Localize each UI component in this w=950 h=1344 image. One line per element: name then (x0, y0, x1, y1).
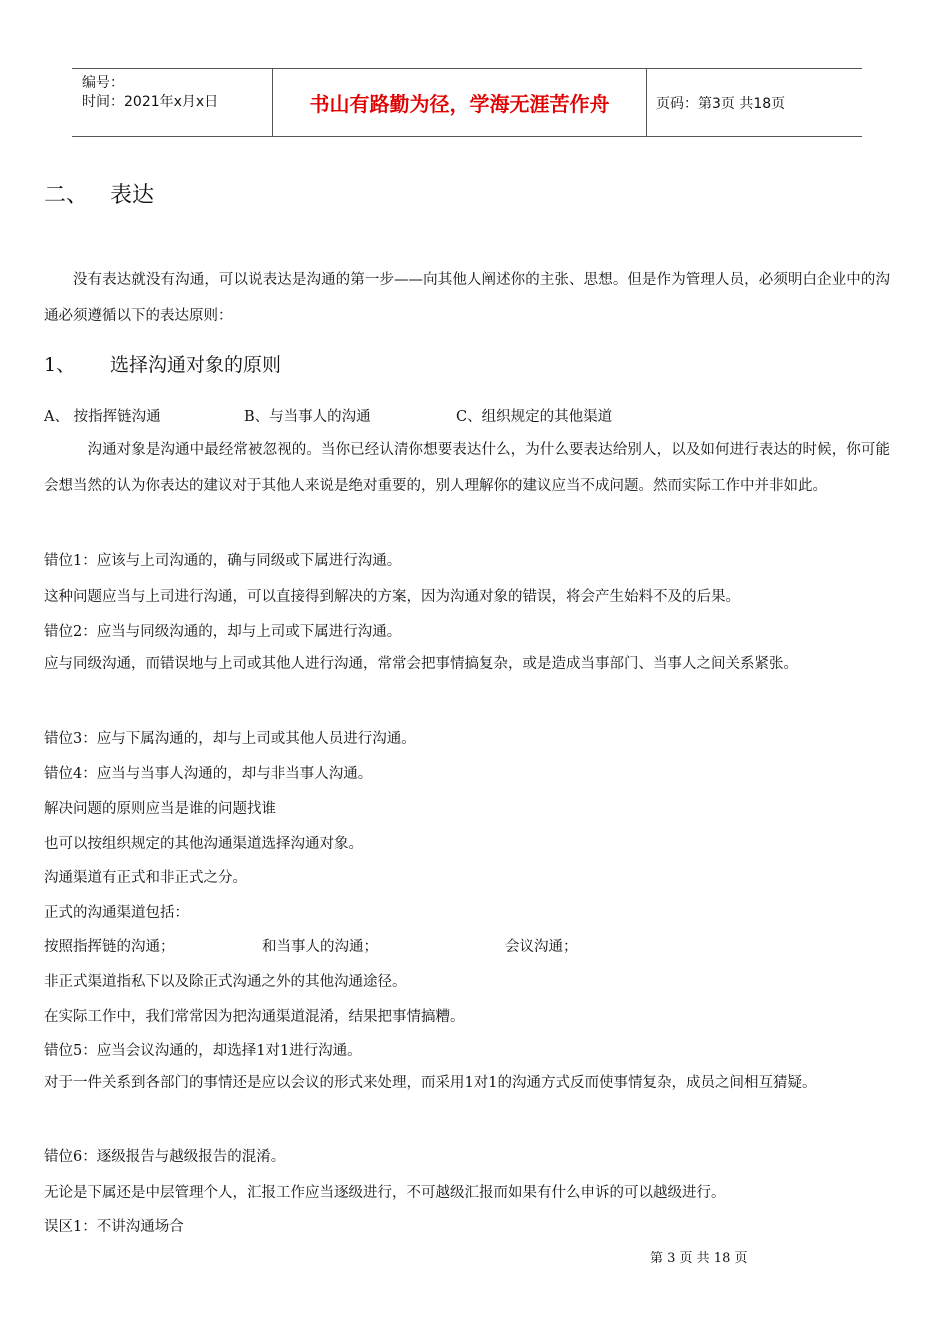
error-3: 错位3：应与下属沟通的，却与上司或其他人员进行沟通。 (44, 731, 416, 747)
error-2: 错位2：应当与同级沟通的，却与上司或下属进行沟通。 (44, 624, 402, 640)
formal-channel-c: 会议沟通； (505, 939, 578, 955)
option-a: A、 按指挥链沟通 (44, 409, 161, 425)
error-4: 错位4：应当与当事人沟通的，却与非当事人沟通。 (44, 766, 373, 782)
intro-paragraph: 没有表达就没有沟通，可以说表达是沟通的第一步——向其他人阐述你的主张、思想。但是作为管理人员，必须明白企业中的沟通必须遵循以下的表达原则： (44, 272, 890, 324)
section-heading (44, 178, 155, 209)
practice-line: 在实际工作中，我们常常因为把沟通渠道混淆，结果把事情搞糟。 (44, 1009, 465, 1025)
header-motto: 书山有路勤为径，学海无涯苦作舟 (273, 69, 647, 136)
page-footer: 第 3 页 共 18 页 (650, 1251, 748, 1266)
document-number-label: 编号： (82, 75, 124, 91)
option-c: C、组织规定的其他渠道 (456, 409, 613, 425)
error-1-description: 这种问题应当与上司进行沟通，可以直接得到解决的方案，因为沟通对象的错误，将会产生始料不及的后果。 (44, 589, 740, 605)
error-6-description: 无论是下属还是中层管理个人，汇报工作应当逐级进行，不可越级汇报而如果有什么申诉的可以越级进行。 (44, 1185, 726, 1201)
subsection-title: 选择沟通对象的原则 (110, 354, 282, 376)
subsection-number: 1、 (44, 354, 76, 376)
section-number: 二、 (44, 183, 89, 208)
misconception-1: 误区1：不讲沟通场合 (44, 1219, 184, 1235)
option-b: B、与当事人的沟通 (244, 409, 371, 425)
header-meta-cell (72, 69, 273, 136)
principle-line: 解决问题的原则应当是谁的问题找谁 (44, 801, 276, 817)
page-header (72, 68, 862, 137)
error-6: 错位6：逐级报告与越级报告的混淆。 (44, 1149, 286, 1165)
formal-channels-line: 正式的沟通渠道包括： (44, 905, 189, 921)
formal-channel-b: 和当事人的沟通； (262, 939, 378, 955)
error-5: 错位5：应当会议沟通的，却选择1对1进行沟通。 (44, 1043, 362, 1059)
error-1: 错位1：应该与上司沟通的，确与同级或下属进行沟通。 (44, 553, 402, 569)
other-channel-line: 也可以按组织规定的其他沟通渠道选择沟通对象。 (44, 836, 363, 852)
channel-types-line: 沟通渠道有正式和非正式之分。 (44, 870, 247, 886)
paragraph-audience: 沟通对象是沟通中最经常被忽视的。当你已经认清你想要表达什么，为什么要表达给别人，以及如何进行表达的时候，你可能会想当然的认为你表达的建议对于其他人来说是绝对重要的，别人理解你的建议应当不成问题。然而实际工作中并非如此。 (44, 442, 890, 494)
error-5-description: 对于一件关系到各部门的事情还是应以会议的形式来处理，而采用1对1的沟通方式反而使事情复杂，成员之间相互猜疑。 (44, 1075, 817, 1091)
document-time-label: 时间：2021年x月x日 (82, 94, 219, 110)
formal-channel-a: 按照指挥链的沟通； (44, 939, 175, 955)
section-title: 表达 (110, 183, 155, 208)
error-2-description: 应与同级沟通，而错误地与上司或其他人进行沟通，常常会把事情搞复杂，或是造成当事部门、当事人之间关系紧张。 (44, 656, 798, 672)
header-page-code: 页码：第3页 共18页 (656, 95, 786, 112)
subsection-heading (44, 350, 282, 377)
informal-channels-line: 非正式渠道指私下以及除正式沟通之外的其他沟通途径。 (44, 974, 407, 990)
